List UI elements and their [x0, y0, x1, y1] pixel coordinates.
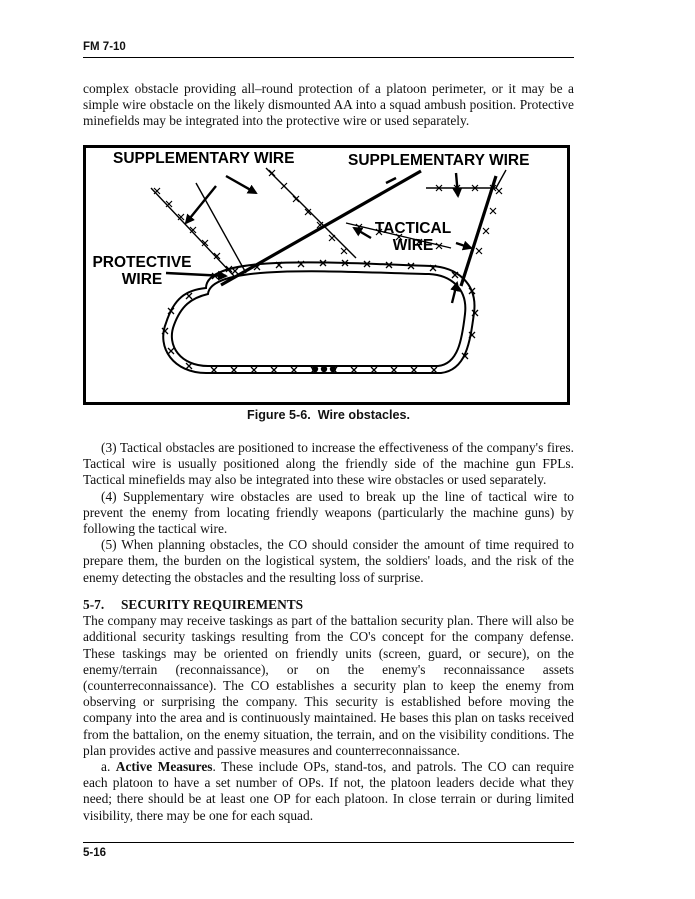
caption-title: Wire obstacles.: [317, 408, 410, 422]
active-measures-heading: Active Measures: [115, 759, 213, 775]
label-protective-line1: PROTECTIVE: [92, 254, 192, 271]
label-supplementary-wire-left: SUPPLEMENTARY WIRE: [113, 150, 295, 167]
label-supplementary-wire-right: SUPPLEMENTARY WIRE: [348, 152, 530, 169]
section-number: 5-7.: [83, 597, 105, 612]
weapon-position-dots: [312, 366, 336, 372]
footer-rule: [83, 842, 574, 843]
obstacle-paragraphs: [83, 440, 574, 586]
page-number: 5-16: [83, 847, 107, 859]
paragraph-3: (3) Tactical obstacles are positioned to increase the effectiveness of the company's fires. Tactical wire is usually positioned along the friendly side of the machine gun FPLs. Tactical minefields may also be integrated into these wire obstacles or used separately.: [83, 440, 574, 488]
active-measures-paragraph: [83, 759, 574, 824]
header-rule: [83, 57, 574, 58]
paragraph-5: (5) When planning obstacles, the CO should consider the amount of time required to prepare them, the burden on the logistical system, the soldiers' loads, and the risk of the enemy detecting the obstacles and the resulting loss of surprise.: [83, 537, 574, 585]
intro-text: complex obstacle providing all–round protection of a platoon perimeter, or it may be a simple wire obstacle on the likely dismounted AA into a squad ambush position. Protective minefields may be integrated into the protective wire or used separately.: [83, 81, 574, 129]
figure-caption: [83, 408, 574, 422]
label-tactical-line2: WIRE: [392, 237, 434, 254]
label-tactical-wire: [373, 220, 453, 254]
protective-wire-inner: [172, 271, 465, 366]
protective-wire-outer: [163, 262, 474, 373]
active-measures-body: . These include OPs, stand-tos, and patrols. The CO can require each platoon to have a set number of OPs. If not, the platoon leaders decide what they need; there should be at least one OP for each platoon. In close terrain or during limited visibility, there may be one for each squad.: [83, 759, 574, 823]
section-heading: [83, 597, 574, 613]
security-section: [83, 597, 574, 824]
active-measures-label: a.: [101, 759, 111, 775]
protective-wire-stakes: [162, 260, 478, 373]
tactical-wire-line-right: [461, 176, 496, 286]
intro-paragraph: [83, 81, 574, 130]
wire-obstacles-figure: [83, 145, 570, 405]
label-protective-wire: [87, 254, 197, 288]
running-header: FM 7-10: [83, 41, 126, 53]
paragraph-4: (4) Supplementary wire obstacles are used to break up the line of tactical wire to prevent the enemy from locating friendly weapons (particularly the machine guns) by following the tactical wire.: [83, 488, 574, 537]
label-protective-line2: WIRE: [121, 271, 163, 288]
label-tactical-line1: TACTICAL: [374, 220, 452, 237]
caption-label: Figure 5-6.: [247, 408, 311, 422]
section-body: The company may receive taskings as part of the battalion security plan. There will also be additional security taskings resulting from the CO's concept for the company defense. These taskings may be oriented on friendly units (screen, guard, or secure), on the enemy/terrain (reconnaissance), or on the enemy's reconnaissance assets (counterreconnaissance). The CO establishes a security plan to keep the enemy from observing or surprising the company. This security is established before moving the company into the area and is continuously maintained. He bases this plan on tasks received from the battalion, on the enemy situation, the terrain, and on the visibility conditions. The plan provides active and passive measures and counterreconnaissance.: [83, 613, 574, 758]
section-title: SECURITY REQUIREMENTS: [120, 597, 304, 612]
